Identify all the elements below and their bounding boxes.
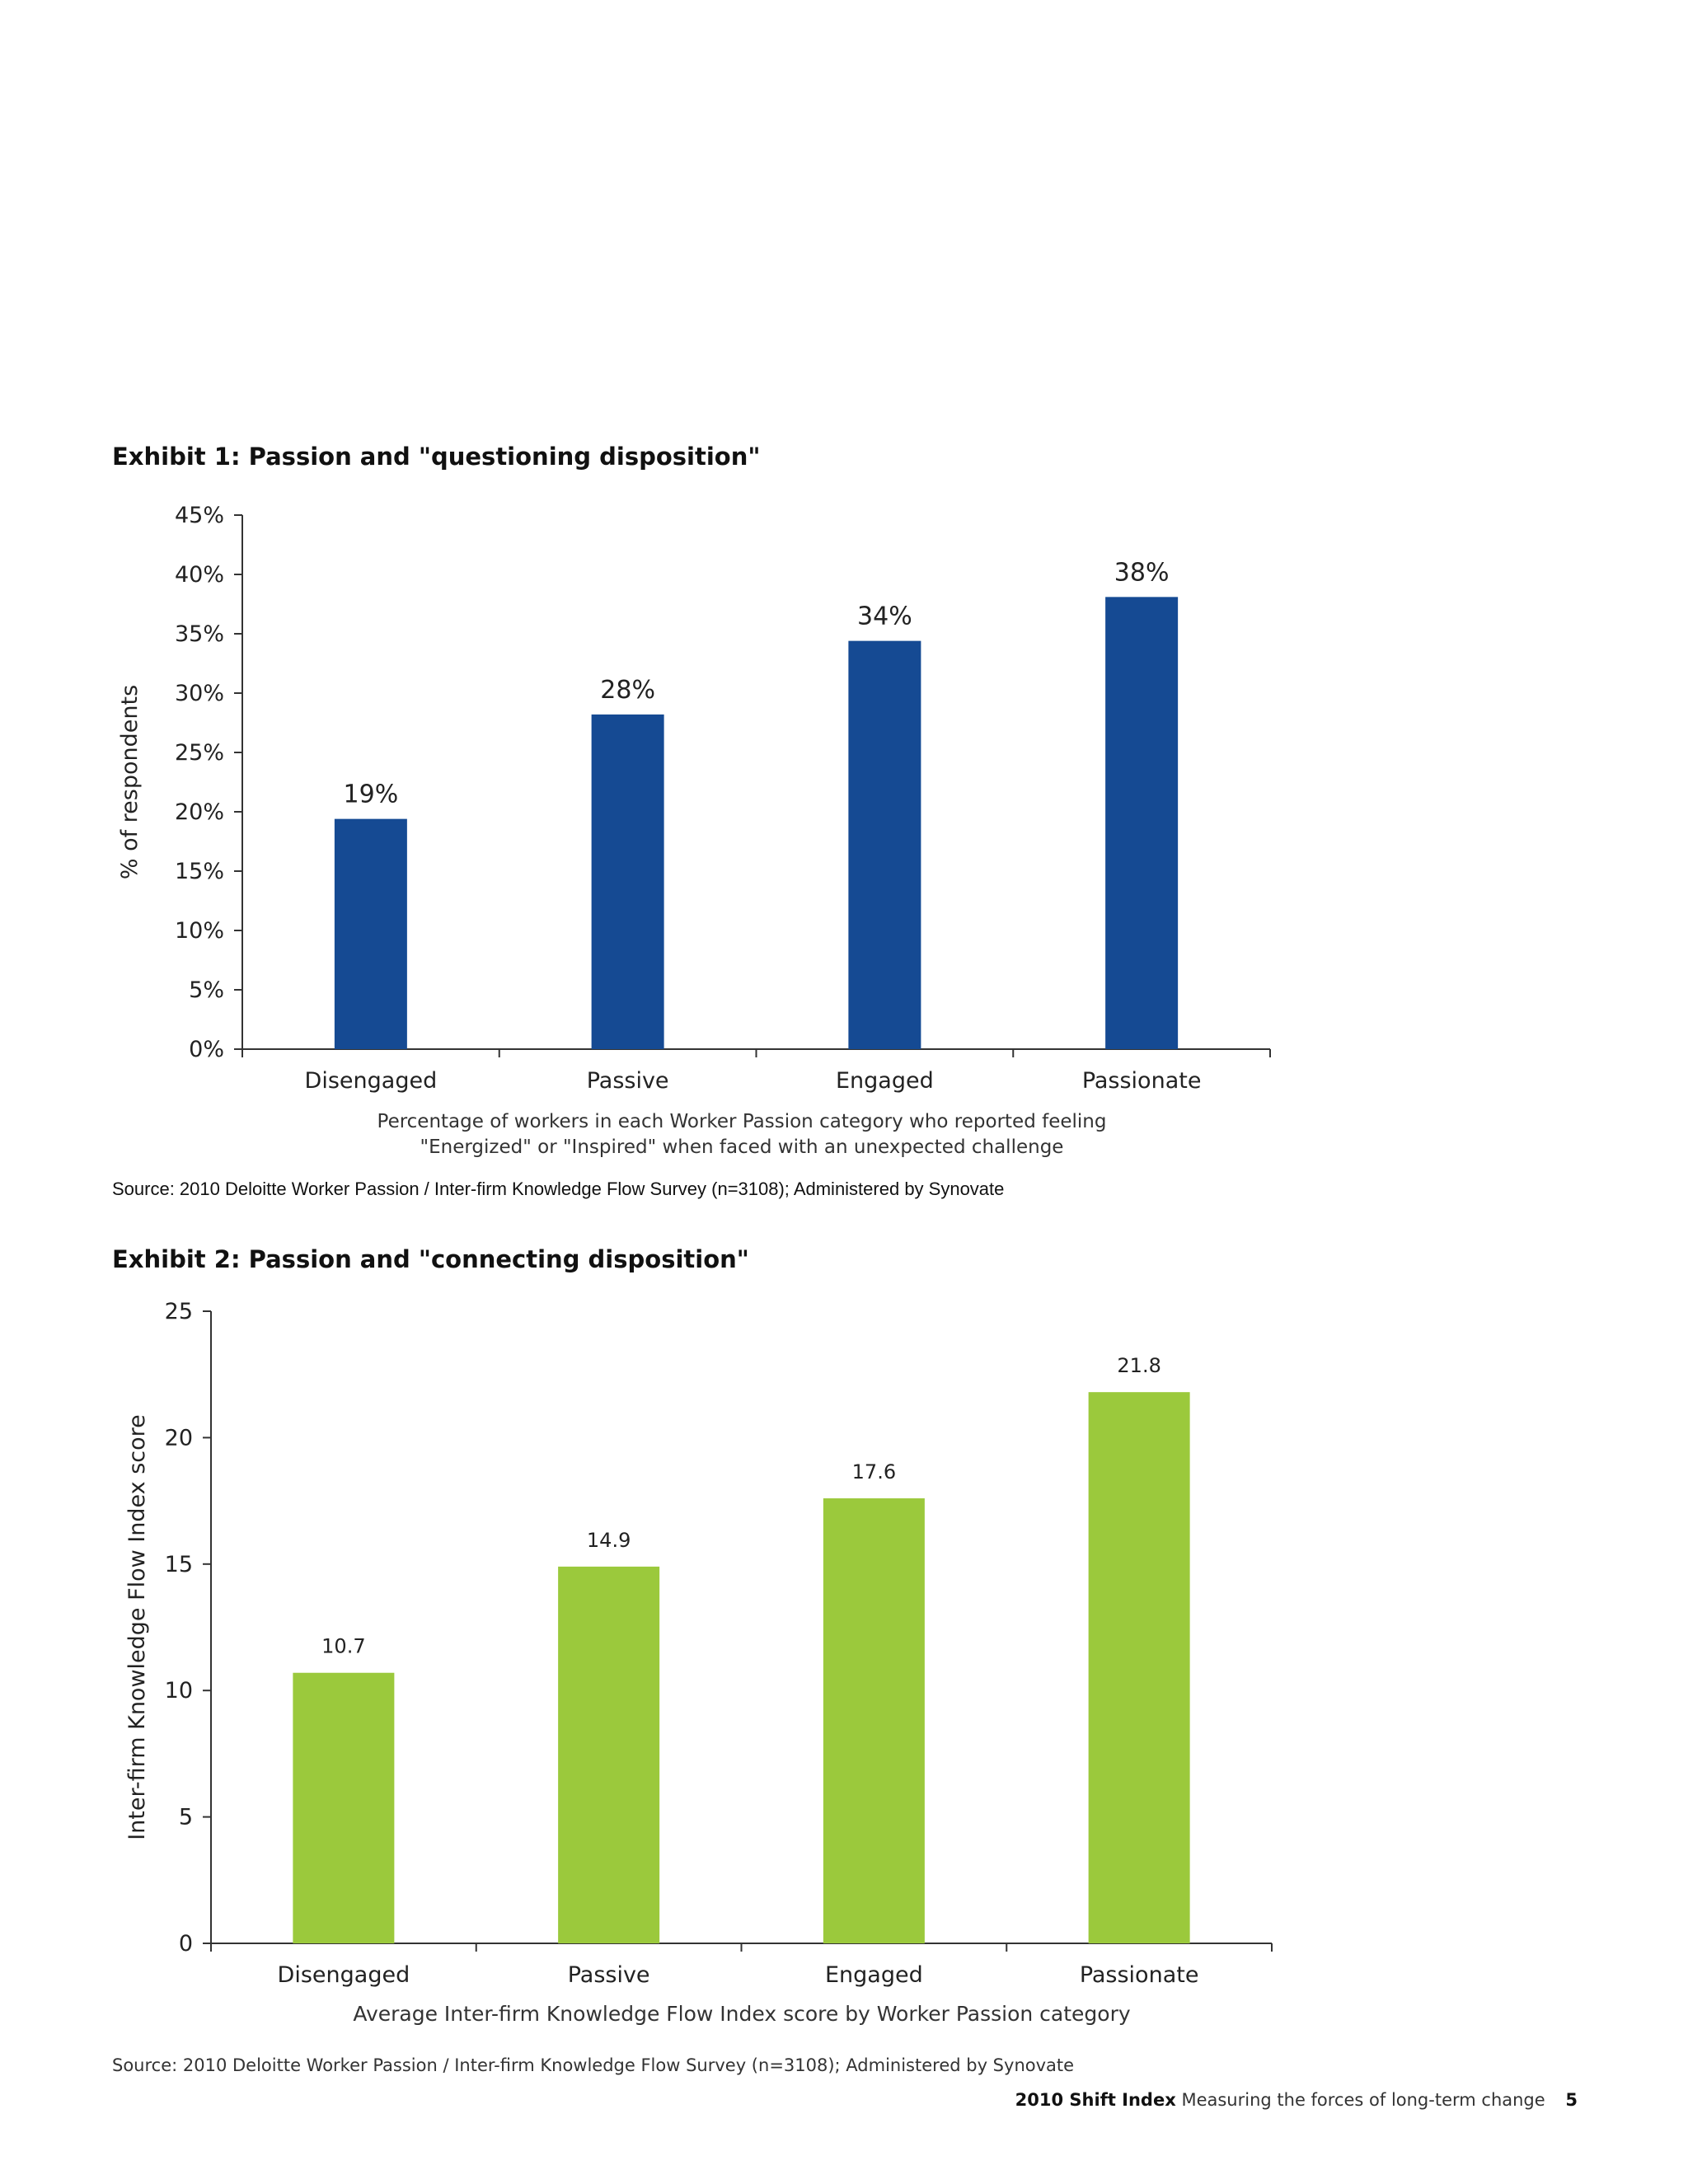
exhibit1-category-label: Disengaged (304, 1068, 438, 1094)
exhibit1-bar (335, 819, 407, 1049)
exhibit2-caption: Average Inter-firm Knowledge Flow Index score by Worker Passion category (353, 2002, 1131, 2026)
exhibit2-category-label: Disengaged (277, 1962, 410, 1988)
exhibit1-caption-line1: Percentage of workers in each Worker Passion category who reported feeling (377, 1111, 1107, 1132)
exhibit1-category-label: Engaged (836, 1068, 934, 1094)
exhibit1-y-tick-label: 20% (174, 799, 224, 825)
exhibit2-y-tick-label: 0 (178, 1931, 193, 1957)
exhibit2-title: Exhibit 2: Passion and "connecting disposition" (112, 1245, 749, 1273)
exhibit2-source: Source: 2010 Deloitte Worker Passion / Inter-firm Knowledge Flow Survey (n=3108); Administered by Synovate (112, 2055, 1075, 2075)
exhibit1-y-tick-label: 30% (174, 681, 224, 706)
exhibit1-y-tick-label: 40% (174, 562, 224, 588)
exhibit1-y-tick-label: 0% (189, 1037, 224, 1062)
exhibit1-y-tick-label: 15% (174, 859, 224, 884)
exhibit1-y-tick-label: 35% (174, 621, 224, 647)
footer-brand: 2010 Shift Index (1015, 2090, 1176, 2110)
page-number: 5 (1565, 2090, 1578, 2110)
exhibit1-y-tick-label: 10% (174, 918, 224, 944)
exhibit2-y-tick-label: 25 (164, 1299, 193, 1324)
exhibit2-data-label: 21.8 (1117, 1354, 1161, 1378)
exhibit2-category-label: Passionate (1079, 1962, 1199, 1988)
exhibit1-title: Exhibit 1: Passion and "questioning disposition" (112, 443, 761, 471)
exhibit2-y-axis-title: Inter-firm Knowledge Flow Index score (124, 1414, 150, 1840)
exhibit1-y-axis-title: % of respondents (117, 684, 143, 880)
exhibit2-y-tick-label: 10 (164, 1678, 193, 1704)
exhibit2-category-label: Passive (567, 1962, 650, 1988)
exhibit1-y-tick-label: 5% (189, 977, 224, 1003)
exhibit2-bar (558, 1567, 659, 1943)
page-footer (1015, 2090, 1578, 2110)
exhibit1-bar (592, 715, 664, 1049)
exhibit1-caption (330, 1109, 1154, 1160)
exhibit2-bar (1089, 1392, 1190, 1943)
exhibit2-data-label: 14.9 (586, 1528, 631, 1552)
exhibit1-y-tick-label: 25% (174, 740, 224, 766)
exhibit2-bar (293, 1673, 394, 1943)
exhibit2-plot (124, 1299, 1272, 1988)
exhibit1-caption-line2: "Energized" or "Inspired" when faced with an unexpected challenge (420, 1137, 1064, 1158)
exhibit1-data-label: 38% (1114, 558, 1170, 588)
exhibit2-data-label: 10.7 (321, 1634, 366, 1658)
exhibit1-bar (1105, 597, 1178, 1049)
exhibit2-data-label: 17.6 (851, 1460, 897, 1484)
exhibit1-data-label: 19% (343, 780, 399, 809)
exhibit2-y-tick-label: 5 (178, 1804, 193, 1830)
exhibit1-data-label: 28% (600, 675, 655, 705)
footer-tagline: Measuring the forces of long-term change (1181, 2090, 1545, 2110)
exhibit1-category-label: Passive (586, 1068, 669, 1094)
exhibit1-source: Source: 2010 Deloitte Worker Passion / Inter-firm Knowledge Flow Survey (n=3108); Administered by Synovate (112, 1179, 1005, 1199)
exhibit1-bar (848, 641, 921, 1049)
exhibit2-y-tick-label: 20 (164, 1425, 193, 1451)
exhibit1-category-label: Passionate (1081, 1068, 1202, 1094)
exhibit1-plot (117, 503, 1270, 1094)
exhibit1-bar-chart (0, 494, 1688, 1104)
exhibit2-bar (823, 1498, 925, 1943)
exhibit2-y-tick-label: 15 (164, 1551, 193, 1577)
exhibit1-data-label: 34% (857, 602, 912, 631)
exhibit2-category-label: Engaged (825, 1962, 923, 1988)
exhibit2-bar-chart (0, 1294, 1688, 1994)
exhibit1-y-tick-label: 45% (174, 503, 224, 528)
